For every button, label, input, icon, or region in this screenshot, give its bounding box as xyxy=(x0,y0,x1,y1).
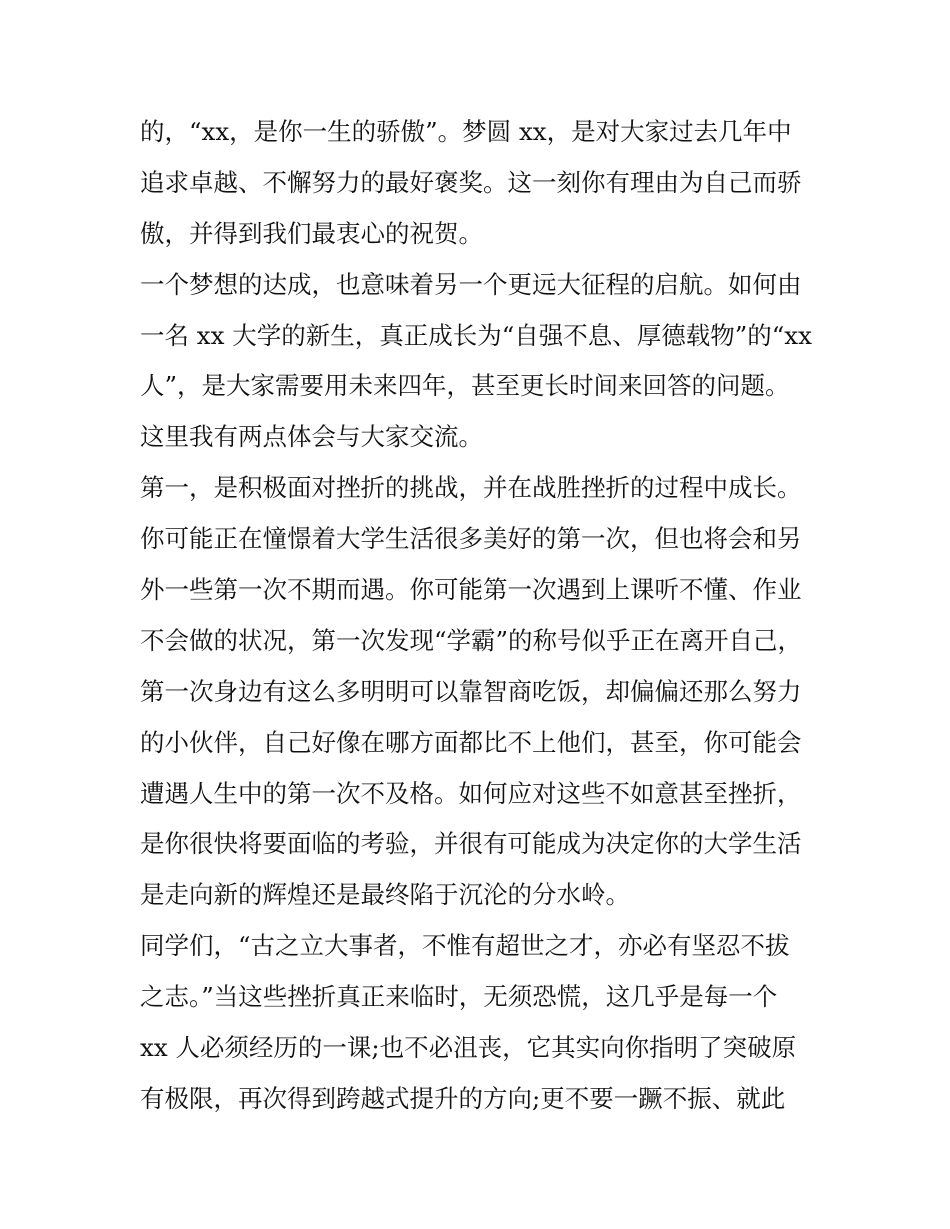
text-line: 的小伙伴，自己好像在哪方面都比不上他们，甚至，你可能会 xyxy=(140,727,802,757)
text-line: 是走向新的辉煌还是最终陷于沉沦的分水岭。 xyxy=(140,880,630,910)
text-line: 不会做的状况，第一次发现“学霸”的称号似乎正在离开自己， xyxy=(140,625,803,655)
text-line: 一名 xx 大学的新生，真正成长为“自强不息、厚德载物”的“xx xyxy=(140,320,812,350)
text-line: 追求卓越、不懈努力的最好褒奖。这一刻你有理由为自己而骄 xyxy=(140,167,802,197)
text-line: 有极限，再次得到跨越式提升的方向;更不要一蹶不振、就此 xyxy=(140,1083,786,1113)
text-line: 第一，是积极面对挫折的挑战，并在战胜挫折的过程中成长。 xyxy=(140,473,802,503)
text-line: 这里我有两点体会与大家交流。 xyxy=(140,422,483,452)
text-line: 外一些第一次不期而遇。你可能第一次遇到上课听不懂、作业 xyxy=(140,575,802,605)
text-line: 傲，并得到我们最衷心的祝贺。 xyxy=(140,218,483,248)
text-line: 人”，是大家需要用未来四年，甚至更长时间来回答的问题。 xyxy=(140,371,790,401)
text-line: 第一次身边有这么多明明可以靠智商吃饭，却偏偏还那么努力 xyxy=(140,676,802,706)
text-line: 同学们，“古之立大事者，不惟有超世之才，亦必有坚忍不拔 xyxy=(140,931,790,961)
text-line: 是你很快将要面临的考验，并很有可能成为决定你的大学生活 xyxy=(140,829,802,859)
text-line: 一个梦想的达成，也意味着另一个更远大征程的启航。如何由 xyxy=(140,269,802,299)
text-line: 遭遇人生中的第一次不及格。如何应对这些不如意甚至挫折， xyxy=(140,778,802,808)
text-line: 的，“xx，是你一生的骄傲”。梦圆 xx，是对大家过去几年中 xyxy=(140,117,792,146)
body-text xyxy=(140,107,820,1125)
text-line: 之志。”当这些挫折真正来临时，无须恐慌，这几乎是每一个 xyxy=(140,982,778,1012)
text-line: xx 人必须经历的一课;也不必沮丧，它其实向你指明了突破原 xyxy=(140,1033,797,1063)
text-line: 你可能正在憧憬着大学生活很多美好的第一次，但也将会和另 xyxy=(140,524,802,554)
